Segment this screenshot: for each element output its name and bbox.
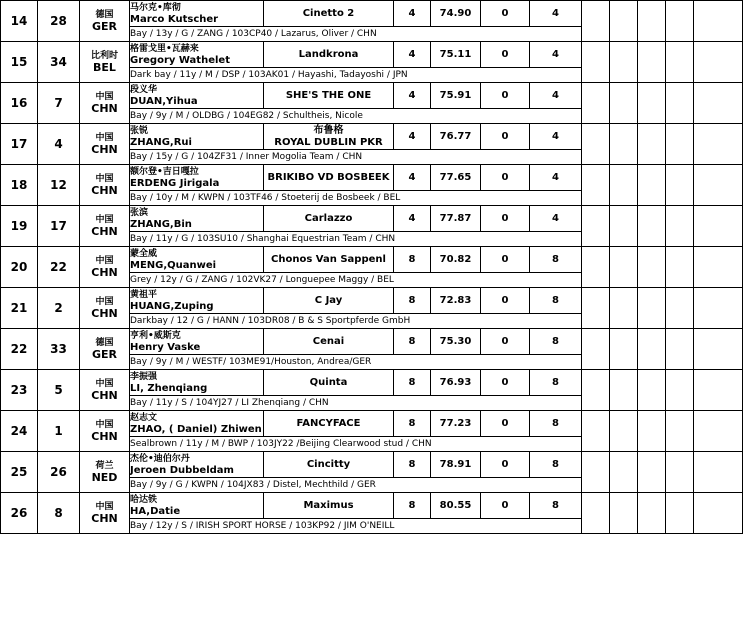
empty-cell [666,411,694,452]
time-cell: 77.65 [431,165,481,191]
faults-round2-cell: 0 [481,411,530,437]
faults-round1-cell: 8 [394,329,431,355]
rider-chinese-name: 亨利•威斯克 [130,330,181,341]
bib-cell: 5 [38,370,80,411]
time-cell: 75.91 [431,83,481,109]
total-faults-cell: 8 [530,452,582,478]
empty-cell [582,1,610,42]
empty-cell [582,288,610,329]
nation-cell [80,1,130,42]
rider-cell [130,83,264,109]
bib-cell: 4 [38,124,80,165]
empty-cell [638,247,666,288]
rider-name: DUAN,Yihua [130,95,198,107]
bib-cell: 8 [38,493,80,534]
nation-cell [80,329,130,370]
empty-cell [638,329,666,370]
total-faults-cell: 8 [530,493,582,519]
total-faults-cell: 4 [530,206,582,232]
empty-cell [666,83,694,124]
horse-cell [264,493,394,519]
empty-cell [694,493,743,534]
empty-cell [638,165,666,206]
rider-chinese-name: 段义华 [130,84,158,95]
result-row [1,83,743,109]
horse-name: ROYAL DUBLIN PKR [274,136,383,148]
nation-chinese: 中国 [95,379,114,389]
rider-name: MENG,Quanwei [130,259,217,271]
faults-round2-cell: 0 [481,288,530,314]
bib-cell: 26 [38,452,80,493]
rider-chinese-name: 额尔登•吉日嘎拉 [130,166,199,177]
faults-round1-cell: 4 [394,1,431,27]
empty-cell [638,452,666,493]
nation-code: CHN [91,266,118,279]
total-faults-cell: 8 [530,411,582,437]
rider-cell [130,288,264,314]
empty-cell [610,452,638,493]
empty-cell [582,42,610,83]
result-row [1,42,743,68]
horse-info: Bay / 10y / M / KWPN / 103TF46 / Stoeterij de Bosbeek / BEL [130,191,582,206]
bib-cell: 17 [38,206,80,247]
empty-cell [694,288,743,329]
horse-name: Carlazzo [304,212,353,224]
faults-round1-cell: 8 [394,411,431,437]
empty-cell [610,124,638,165]
nation-code: CHN [91,430,118,443]
empty-cell [610,329,638,370]
horse-name: Maximus [303,499,354,511]
nation-chinese: 中国 [95,502,114,512]
nation-chinese: 荷兰 [95,461,114,471]
horse-name: C Jay [314,294,343,306]
rider-name: Marco Kutscher [130,13,219,25]
horse-name: Chonos Van Sappenl [271,253,386,265]
empty-cell [666,247,694,288]
faults-round1-cell: 4 [394,83,431,109]
empty-cell [666,452,694,493]
faults-round1-cell: 8 [394,493,431,519]
nation-code: CHN [91,512,118,525]
faults-round2-cell: 0 [481,247,530,273]
empty-cell [638,288,666,329]
total-faults-cell: 8 [530,329,582,355]
empty-cell [694,452,743,493]
nation-cell [80,83,130,124]
faults-round1-cell: 8 [394,370,431,396]
empty-cell [694,411,743,452]
horse-info: Bay / 9y / G / KWPN / 104JX83 / Distel, Mechthild / GER [130,478,582,493]
faults-round1-cell: 4 [394,124,431,150]
rider-name: ZHAO, ( Daniel) Zhiwen [130,423,262,435]
bib-cell: 1 [38,411,80,452]
empty-cell [694,247,743,288]
result-row [1,165,743,191]
empty-cell [582,165,610,206]
rider-chinese-name: 哈达铁 [130,494,158,505]
total-faults-cell: 4 [530,83,582,109]
rank-cell: 15 [1,42,38,83]
faults-round2-cell: 0 [481,1,530,27]
horse-info: Grey / 12y / G / ZANG / 102VK27 / Longuepee Maggy / BEL [130,273,582,288]
rider-cell [130,452,264,478]
rider-cell [130,370,264,396]
horse-cell [264,247,394,273]
rider-name: HA,Datie [130,505,181,517]
faults-round2-cell: 0 [481,124,530,150]
faults-round1-cell: 4 [394,206,431,232]
nation-code: CHN [91,389,118,402]
nation-cell [80,206,130,247]
rider-cell [130,329,264,355]
rider-name: Gregory Wathelet [130,54,230,66]
total-faults-cell: 4 [530,42,582,68]
time-cell: 77.23 [431,411,481,437]
empty-cell [582,247,610,288]
horse-cell [264,329,394,355]
result-row [1,206,743,232]
rider-name: ZHANG,Rui [130,136,192,148]
empty-cell [694,370,743,411]
faults-round2-cell: 0 [481,493,530,519]
horse-cell [264,411,394,437]
result-row [1,452,743,478]
empty-cell [638,42,666,83]
empty-cell [610,288,638,329]
nation-code: CHN [91,102,118,115]
result-row [1,493,743,519]
nation-cell [80,288,130,329]
faults-round1-cell: 8 [394,288,431,314]
time-cell: 76.93 [431,370,481,396]
total-faults-cell: 8 [530,288,582,314]
faults-round2-cell: 0 [481,83,530,109]
empty-cell [694,124,743,165]
rider-cell [130,124,264,150]
rider-name: ERDENG Jirigala [130,177,220,189]
rank-cell: 24 [1,411,38,452]
empty-cell [638,370,666,411]
rider-chinese-name: 格雷戈里•瓦赫来 [130,43,199,54]
result-row [1,1,743,27]
faults-round1-cell: 8 [394,452,431,478]
horse-cell [264,288,394,314]
empty-cell [610,1,638,42]
horse-info: Bay / 11y / G / 103SU10 / Shanghai Equestrian Team / CHN [130,232,582,247]
nation-chinese: 中国 [95,174,114,184]
empty-cell [610,493,638,534]
nation-cell [80,247,130,288]
empty-cell [610,206,638,247]
empty-cell [666,288,694,329]
faults-round1-cell: 4 [394,165,431,191]
bib-cell: 7 [38,83,80,124]
empty-cell [582,452,610,493]
empty-cell [610,247,638,288]
horse-chinese-name: 布鲁格 [313,124,344,136]
rider-chinese-name: 张锐 [130,125,149,136]
horse-info: Bay / 12y / S / IRISH SPORT HORSE / 103KP92 / JIM O'NEILL [130,519,582,534]
rider-chinese-name: 赵志文 [130,412,158,423]
time-cell: 80.55 [431,493,481,519]
rider-name: HUANG,Zuping [130,300,214,312]
time-cell: 70.82 [431,247,481,273]
horse-info: Sealbrown / 11y / M / BWP / 103JY22 /Beijing Clearwood stud / CHN [130,437,582,452]
rank-cell: 16 [1,83,38,124]
rank-cell: 20 [1,247,38,288]
faults-round2-cell: 0 [481,165,530,191]
faults-round2-cell: 0 [481,370,530,396]
nation-chinese: 中国 [95,256,114,266]
nation-chinese: 中国 [95,297,114,307]
result-row [1,247,743,273]
nation-cell [80,42,130,83]
horse-cell [264,124,394,150]
empty-cell [582,370,610,411]
empty-cell [666,124,694,165]
rank-cell: 19 [1,206,38,247]
nation-code: BEL [93,61,116,74]
result-row [1,329,743,355]
rank-cell: 22 [1,329,38,370]
horse-info: Dark bay / 11y / M / DSP / 103AK01 / Hayashi, Tadayoshi / JPN [130,68,582,83]
bib-cell: 2 [38,288,80,329]
horse-cell [264,206,394,232]
empty-cell [666,493,694,534]
empty-cell [694,165,743,206]
result-row [1,124,743,150]
rider-cell [130,493,264,519]
horse-name: Cenai [312,335,345,347]
horse-info: Bay / 13y / G / ZANG / 103CP40 / Lazarus, Oliver / CHN [130,27,582,42]
empty-cell [638,83,666,124]
empty-cell [638,1,666,42]
rider-cell [130,165,264,191]
horse-name: FANCYFACE [296,417,361,429]
rank-cell: 26 [1,493,38,534]
rider-chinese-name: 蒙全威 [130,248,158,259]
empty-cell [694,83,743,124]
nation-code: GER [91,348,117,361]
nation-cell [80,411,130,452]
total-faults-cell: 4 [530,1,582,27]
bib-cell: 12 [38,165,80,206]
rider-cell [130,42,264,68]
rider-chinese-name: 张滨 [130,207,149,218]
rider-cell [130,411,264,437]
faults-round1-cell: 4 [394,42,431,68]
empty-cell [582,411,610,452]
empty-cell [610,370,638,411]
bib-cell: 28 [38,1,80,42]
nation-chinese: 德国 [95,338,114,348]
faults-round2-cell: 0 [481,206,530,232]
time-cell: 75.30 [431,329,481,355]
rider-name: LI, Zhenqiang [130,382,208,394]
rider-chinese-name: 杰伦•迪伯尔丹 [130,453,190,464]
empty-cell [582,206,610,247]
time-cell: 78.91 [431,452,481,478]
empty-cell [582,83,610,124]
empty-cell [666,42,694,83]
empty-cell [638,411,666,452]
rider-name: Jeroen Dubbeldam [130,464,234,476]
empty-cell [638,206,666,247]
rank-cell: 25 [1,452,38,493]
nation-code: CHN [91,307,118,320]
horse-name: BRIKIBO VD BOSBEEK [267,171,390,183]
nation-chinese: 中国 [95,215,114,225]
horse-cell [264,452,394,478]
time-cell: 75.11 [431,42,481,68]
empty-cell [638,493,666,534]
faults-round2-cell: 0 [481,329,530,355]
horse-cell [264,1,394,27]
horse-name: Cinetto 2 [302,7,355,19]
horse-info: Bay / 15y / G / 104ZF31 / Inner Mogolia Team / CHN [130,150,582,165]
nation-chinese: 德国 [95,10,114,20]
faults-round1-cell: 8 [394,247,431,273]
nation-code: NED [91,471,118,484]
empty-cell [666,329,694,370]
bib-cell: 33 [38,329,80,370]
rider-chinese-name: 黄祖平 [130,289,158,300]
time-cell: 72.83 [431,288,481,314]
rider-cell [130,1,264,27]
rank-cell: 17 [1,124,38,165]
rider-chinese-name: 李振强 [130,371,158,382]
rank-cell: 18 [1,165,38,206]
total-faults-cell: 8 [530,370,582,396]
nation-chinese: 比利时 [90,51,118,61]
bib-cell: 34 [38,42,80,83]
empty-cell [694,206,743,247]
horse-cell [264,370,394,396]
rider-cell [130,247,264,273]
rank-cell: 23 [1,370,38,411]
nation-cell [80,165,130,206]
horse-info: Bay / 9y / M / WESTF/ 103ME91/Houston, Andrea/GER [130,355,582,370]
empty-cell [582,124,610,165]
total-faults-cell: 8 [530,247,582,273]
nation-chinese: 中国 [95,420,114,430]
empty-cell [638,124,666,165]
empty-cell [694,1,743,42]
rider-name: Henry Vaske [130,341,201,353]
bib-cell: 22 [38,247,80,288]
empty-cell [610,83,638,124]
rank-cell: 21 [1,288,38,329]
horse-cell [264,165,394,191]
nation-cell [80,370,130,411]
time-cell: 76.77 [431,124,481,150]
nation-code: CHN [91,143,118,156]
rider-cell [130,206,264,232]
empty-cell [666,206,694,247]
empty-cell [582,329,610,370]
rider-name: ZHANG,Bin [130,218,192,230]
horse-cell [264,42,394,68]
empty-cell [610,42,638,83]
total-faults-cell: 4 [530,165,582,191]
nation-cell [80,493,130,534]
faults-round2-cell: 0 [481,452,530,478]
horse-cell [264,83,394,109]
horse-name: Cincitty [306,458,351,470]
empty-cell [666,370,694,411]
empty-cell [610,165,638,206]
empty-cell [694,42,743,83]
nation-code: CHN [91,225,118,238]
faults-round2-cell: 0 [481,42,530,68]
nation-cell [80,124,130,165]
nation-code: GER [91,20,117,33]
empty-cell [666,1,694,42]
rank-cell: 14 [1,1,38,42]
empty-cell [666,165,694,206]
result-row [1,288,743,314]
rider-chinese-name: 马尔克•库彻 [130,2,181,13]
nation-code: CHN [91,184,118,197]
empty-cell [694,329,743,370]
nation-cell [80,452,130,493]
time-cell: 74.90 [431,1,481,27]
nation-chinese: 中国 [95,92,114,102]
horse-name: Landkrona [298,48,359,60]
horse-info: Darkbay / 12 / G / HANN / 103DR08 / B & S Sportpferde GmbH [130,314,582,329]
result-row [1,411,743,437]
horse-name: Quinta [309,376,348,388]
horse-name: SHE'S THE ONE [285,89,372,101]
time-cell: 77.87 [431,206,481,232]
total-faults-cell: 4 [530,124,582,150]
horse-info: Bay / 9y / M / OLDBG / 104EG82 / Schultheis, Nicole [130,109,582,124]
horse-info: Bay / 11y / S / 104YJ27 / LI Zhenqiang / CHN [130,396,582,411]
empty-cell [582,493,610,534]
result-row [1,370,743,396]
nation-chinese: 中国 [95,133,114,143]
empty-cell [610,411,638,452]
